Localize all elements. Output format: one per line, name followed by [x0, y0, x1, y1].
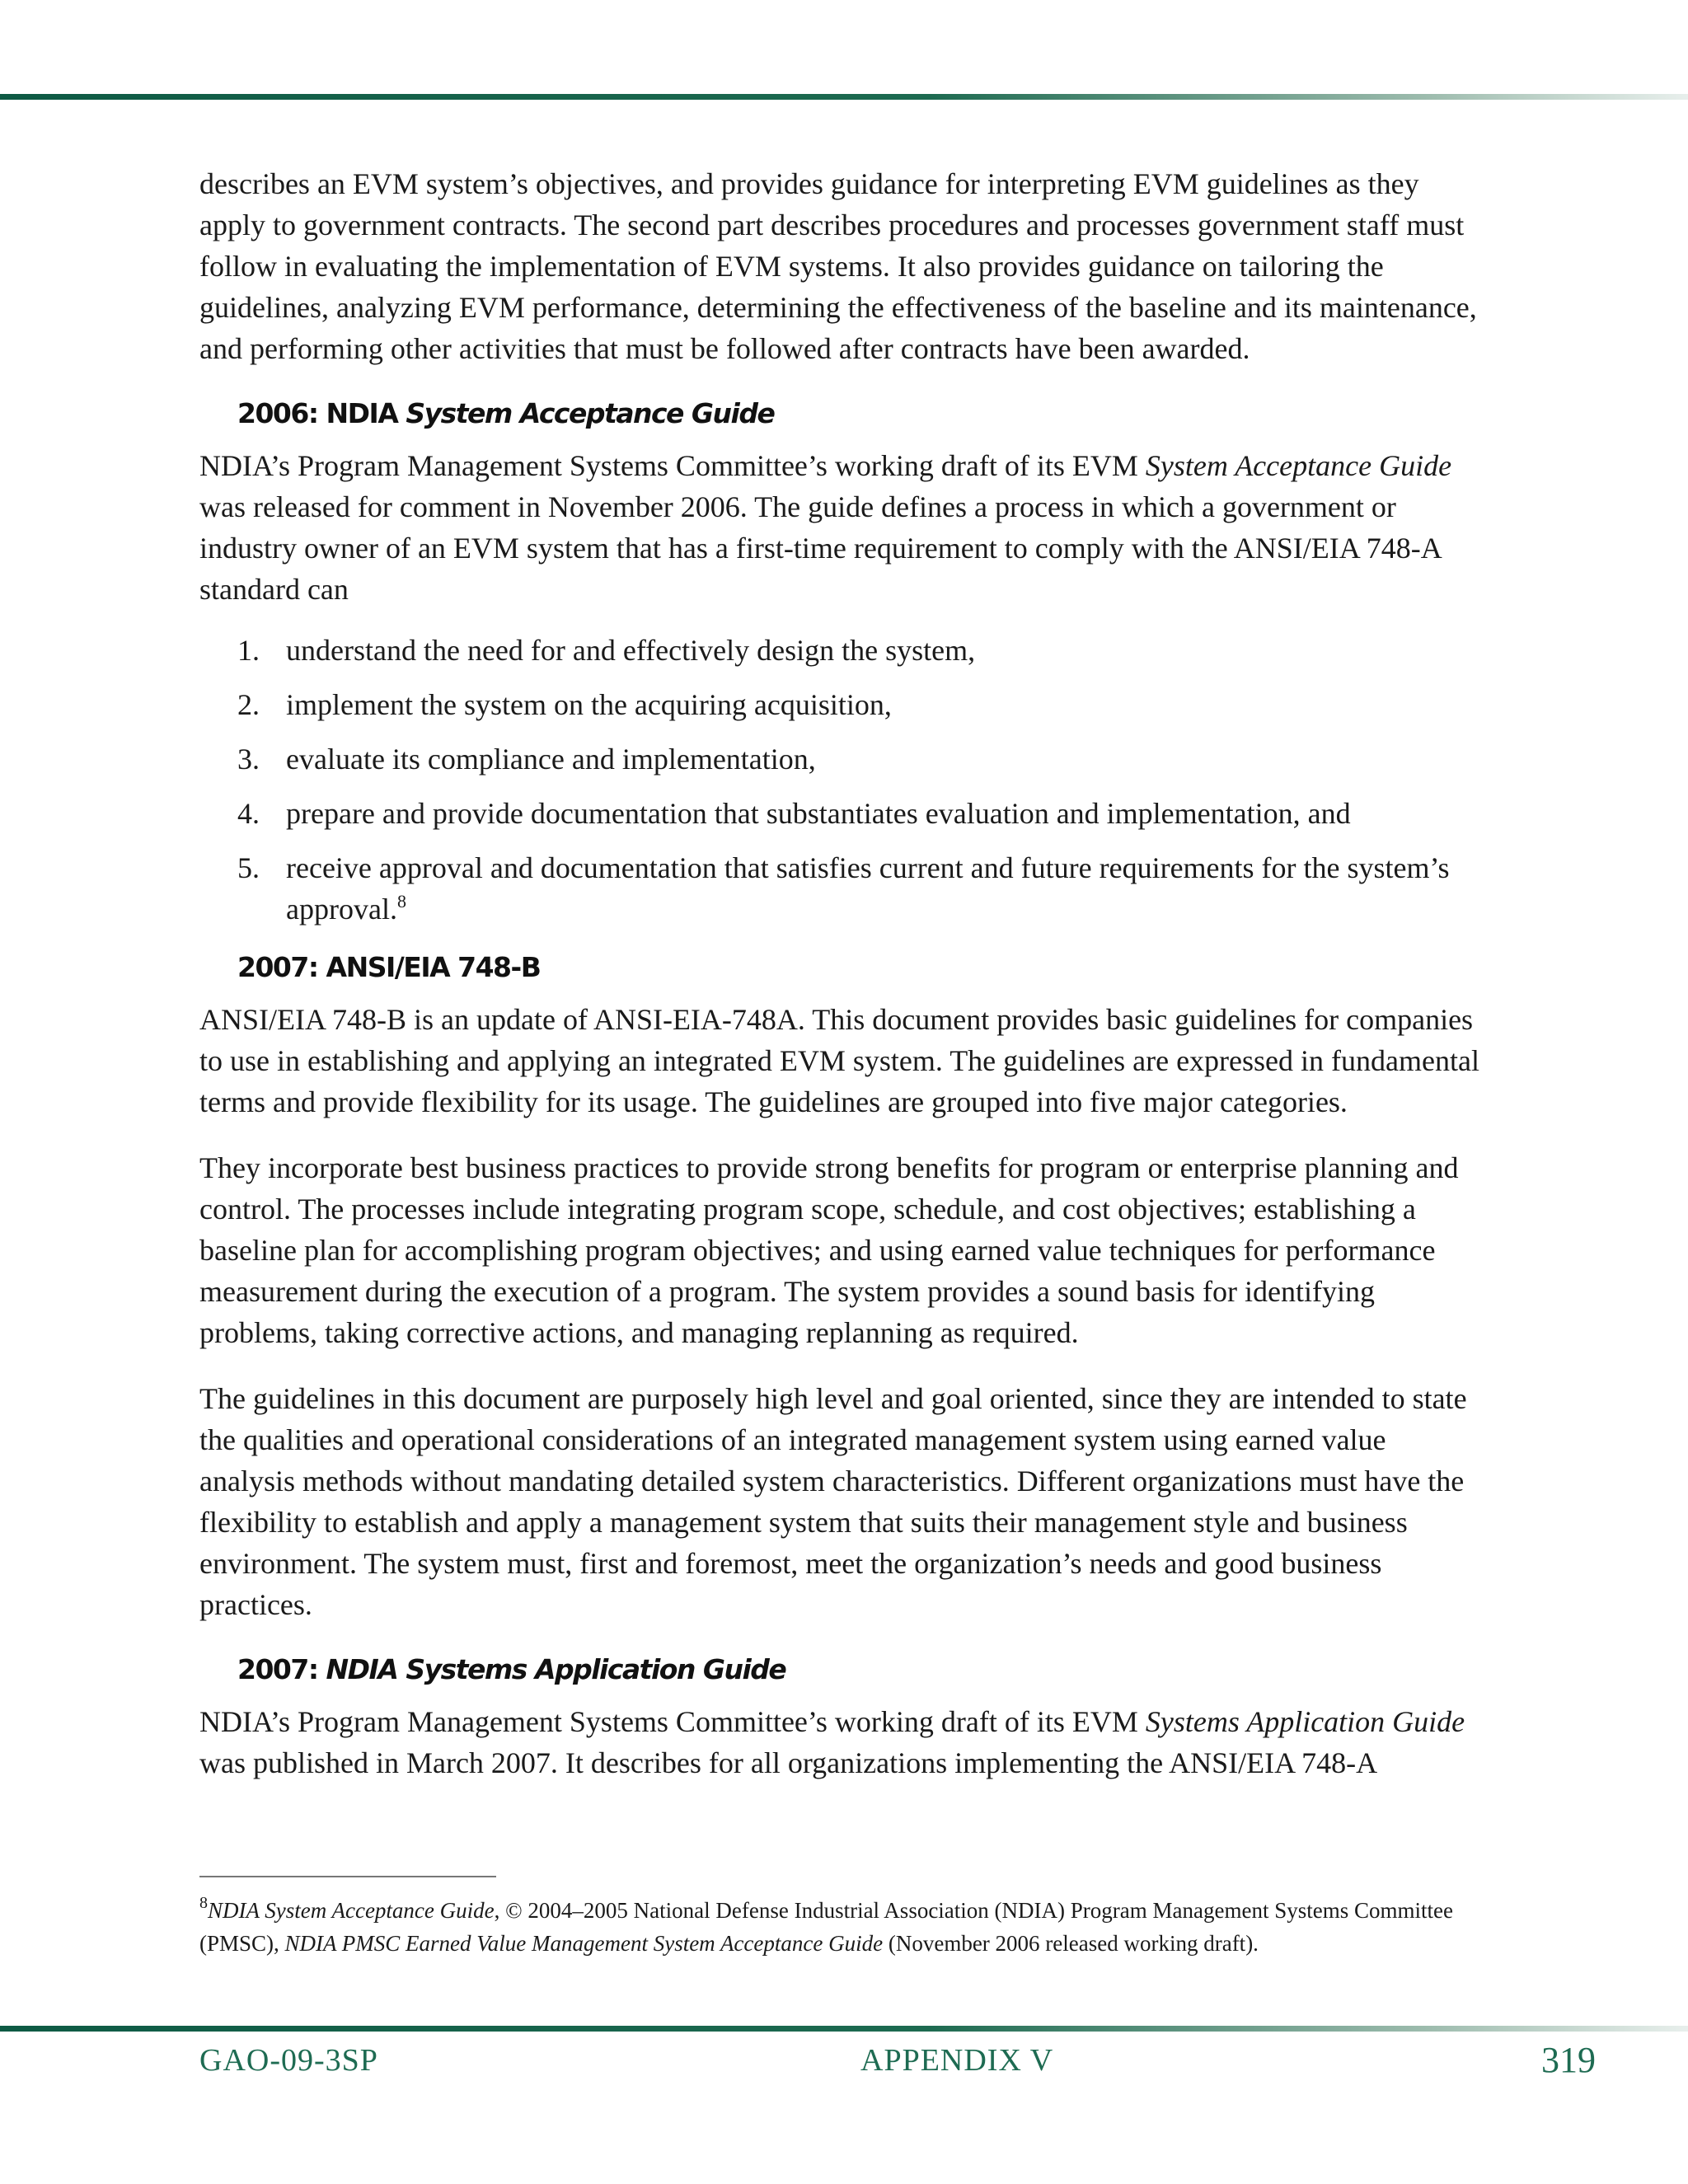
bottom-rule [0, 2026, 1688, 2032]
footnote: $^8$NDIA System Acceptance Guide, © 2004–2005 National Defense Industrial Association (NDIA) Program Management Systems Committee (PMSC), NDIA PMSC Earned Value Management System Acceptance Guide (November 2006 released working draft). [199, 1894, 1453, 1956]
page-content [199, 163, 1485, 1808]
paragraph-748b-3: The guidelines in this document are purposely high level and goal oriented, since they are intended to state the qualities and operational considerations of an integrated management system using earned value analysis methods without mandating detailed system characteristics. Different organizations must have the flexibility to establish and apply a management system that suits their management style and business environment. The system must, first and foremost, meet the organization’s needs and good business practices. [199, 1382, 1467, 1621]
paragraph-748b-1: ANSI/EIA 748-B is an update of ANSI-EIA-748A. This document provides basic guidelines for companies to use in establishing and applying an integrated EVM system. The guidelines are expressed in fundamental terms and provide flexibility for its usage. The guidelines are grouped into five major categories. [199, 1003, 1479, 1118]
heading-2007-systems-application-guide [237, 1650, 1485, 1690]
list-item: 4. prepare and provide documentation that substantiates evaluation and implementation, and [237, 797, 1351, 830]
footnote-divider [199, 1876, 496, 1877]
list-item: 2. implement the system on the acquiring acquisition, [237, 688, 892, 721]
intro-paragraph: describes an EVM system’s objectives, and provides guidance for interpreting EVM guidelines as they apply to government contracts. The second part describes procedures and processes government staff must follow in evaluating the implementation of EVM systems. It also provides guidance on tailoring the guidelines, analyzing EVM performance, determining the effectiveness of the baseline and its maintenance, and performing other activities that must be followed after contracts have been awarded. [199, 167, 1477, 365]
paragraph-2006: NDIA’s Program Management Systems Committee’s working draft of its EVM System Acceptance Guide was released for comment in November 2006. The guide defines a process in which a government or industry owner of an EVM system that has a first-time requirement to comply with the ANSI/EIA 748-A standard can [199, 449, 1452, 606]
numbered-list [199, 630, 1485, 930]
footnote-reference[interactable]: 8 [396, 891, 406, 912]
heading-prefix: 2007: [237, 1653, 326, 1685]
paragraph-748b-2: They incorporate best business practices to provide strong benefits for program or enterprise planning and control. The processes include integrating program scope, schedule, and cost objectives; establishing a baseline plan for accomplishing program objectives; and using earned value techniques for performance measurement during the execution of a program. The system provides a sound basis for identifying problems, taking corrective actions, and managing replanning as required. [199, 1151, 1459, 1349]
heading-title: System Acceptance Guide [406, 397, 775, 429]
paragraph-2007-sag: NDIA’s Program Management Systems Committee’s working draft of its EVM Systems Application Guide was published in March 2007. It describes for all organizations implementing the ANSI/EIA 748-A [199, 1705, 1465, 1779]
heading-prefix: 2006: NDIA [237, 397, 406, 429]
heading-2007-ansi-eia-748b: 2007: ANSI/EIA 748-B [237, 951, 541, 983]
italic-guide-title: Systems Application Guide [1145, 1705, 1465, 1738]
list-item: 5. receive approval and documentation that satisfies current and future requirements for the system’s approval.$^8$ [237, 851, 1450, 926]
footnote-mark: 8 [199, 1894, 208, 1912]
list-item: 3. evaluate its compliance and implementation, [237, 743, 816, 776]
page-number: 319 [1541, 2040, 1596, 2080]
heading-title: NDIA Systems Application Guide [326, 1653, 786, 1685]
list-item: 1. understand the need for and effectively design the system, [237, 634, 976, 667]
top-rule [0, 94, 1688, 100]
heading-2006-system-acceptance-guide [237, 394, 1485, 434]
footer-section-label: APPENDIX V [860, 2043, 1054, 2078]
italic-guide-title: System Acceptance Guide [1145, 449, 1452, 482]
footer-report-number: GAO-09-3SP [199, 2043, 378, 2078]
